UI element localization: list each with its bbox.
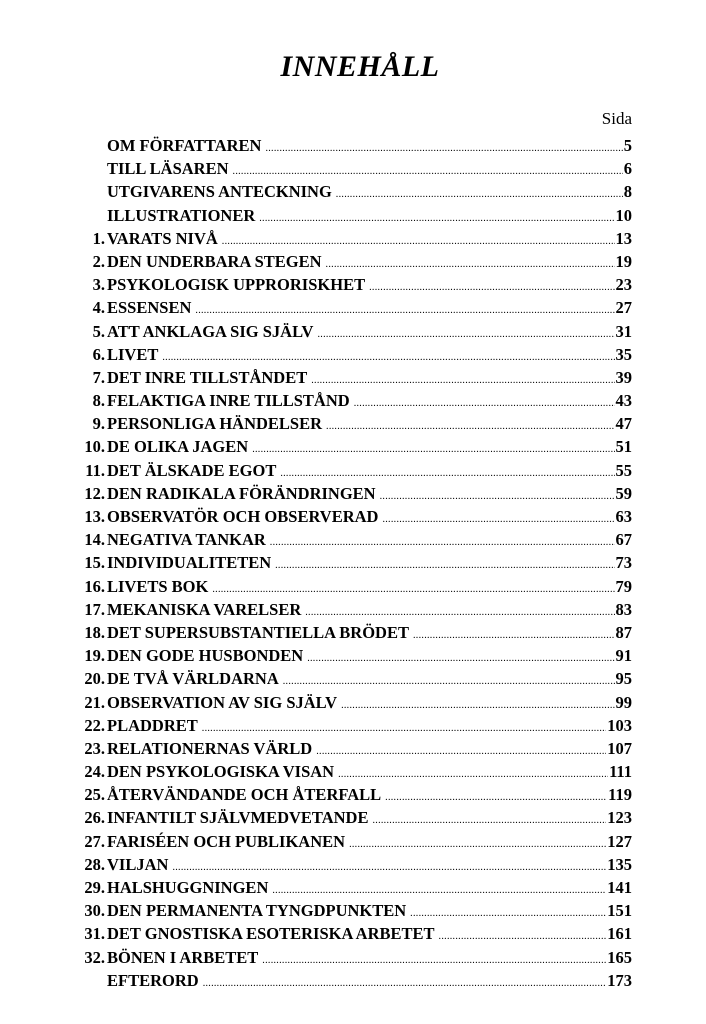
toc-entry — [72, 737, 632, 760]
entry-number: 27. — [84, 831, 105, 851]
entry-title: TILL LÄSAREN — [107, 159, 229, 179]
entry-number: 3. — [92, 275, 105, 295]
toc-entry — [72, 389, 632, 412]
entry-page-number: 73 — [615, 553, 632, 573]
entry-page-number: 10 — [615, 205, 632, 225]
toc-entry — [72, 528, 632, 551]
entry-page-number: 6 — [623, 159, 632, 179]
entry-page-number: 47 — [615, 414, 632, 434]
entry-number: 24. — [84, 762, 105, 782]
entry-number: 13. — [84, 507, 105, 526]
toc-entry — [72, 806, 632, 829]
toc-entry — [72, 760, 632, 783]
entry-number: 19. — [84, 646, 105, 666]
toc-entry — [72, 946, 632, 969]
entry-title: ÅTERVÄNDANDE OCH ÅTERFALL — [107, 785, 382, 805]
entry-title: RELATIONERNAS VÄRLD — [107, 738, 313, 758]
toc-entry — [72, 551, 632, 574]
toc-entry — [72, 157, 632, 180]
entry-title: NEGATIVA TANKAR — [107, 530, 266, 550]
toc-entry — [72, 575, 632, 598]
page-title: INNEHÅLL — [280, 50, 440, 83]
entry-title: PERSONLIGA HÄNDELSER — [107, 414, 323, 434]
entry-title: EFTERORD — [107, 970, 199, 990]
entry-title: DEN GODE HUSBONDEN — [107, 646, 304, 666]
dot-leader — [349, 833, 606, 856]
dot-leader — [410, 902, 606, 925]
entry-title: INFANTILT SJÄLVMEDVETANDE — [107, 808, 369, 828]
toc-entry — [72, 667, 632, 690]
dot-leader — [413, 624, 615, 647]
entry-number: 18. — [84, 622, 105, 642]
toc-entry — [72, 343, 632, 366]
entry-number: 15. — [84, 553, 105, 573]
entry-number: 20. — [84, 669, 105, 689]
entry-page-number: 91 — [615, 646, 632, 666]
entry-number: 11. — [85, 460, 105, 480]
entry-number: 1. — [92, 228, 105, 248]
toc-entry — [72, 273, 632, 296]
toc-entry — [72, 876, 632, 899]
entry-page-number: 13 — [615, 228, 632, 248]
entry-page-number: 79 — [615, 576, 632, 596]
entry-title: DEN RADIKALA FÖRÄNDRINGEN — [107, 483, 376, 503]
entry-number: 23. — [84, 738, 105, 758]
entry-page-number: 43 — [615, 391, 632, 411]
toc-entry — [72, 969, 632, 992]
entry-title: UTGIVARENS ANTECKNING — [107, 182, 332, 202]
dot-leader — [316, 740, 606, 763]
toc-entry — [72, 134, 632, 157]
dot-leader — [317, 323, 614, 346]
dot-leader — [341, 694, 614, 717]
page-column-header: Sida — [601, 109, 632, 128]
entry-title: VILJAN — [107, 854, 169, 874]
entry-number: 16. — [84, 576, 105, 596]
entry-page-number: 119 — [608, 785, 632, 805]
entry-title: ESSENSEN — [107, 298, 192, 318]
entry-page-number: 99 — [615, 692, 632, 712]
entry-title: ILLUSTRATIONER — [107, 205, 256, 225]
entry-number: 31. — [84, 924, 105, 944]
entry-page-number: 67 — [615, 530, 632, 550]
entry-page-number: 141 — [607, 878, 632, 897]
entry-title: DEN UNDERBARA STEGEN — [107, 251, 322, 271]
entry-title: FELAKTIGA INRE TILLSTÅND — [107, 391, 350, 411]
entry-page-number: 135 — [607, 854, 632, 874]
entry-number: 14. — [84, 530, 105, 550]
entry-number: 8. — [92, 391, 105, 411]
entry-title: PSYKOLOGISK UPPRORISKHET — [107, 275, 366, 295]
toc-entry — [72, 830, 632, 853]
dot-leader — [311, 369, 614, 392]
toc-entry — [72, 899, 632, 922]
toc-entry — [72, 853, 632, 876]
entry-number: 4. — [92, 298, 105, 318]
dot-leader — [369, 276, 614, 299]
entry-page-number: 165 — [607, 947, 632, 967]
entry-page-number: 23 — [615, 275, 632, 295]
toc-entry — [72, 714, 632, 737]
entry-page-number: 173 — [607, 970, 632, 990]
toc-entry — [72, 505, 632, 528]
entry-number: 21. — [84, 692, 105, 712]
toc-entry — [72, 922, 632, 945]
entry-number: 30. — [84, 901, 105, 921]
entry-page-number: 63 — [615, 507, 632, 526]
entry-page-number: 27 — [615, 298, 632, 318]
entry-number: 26. — [84, 808, 105, 828]
toc-entry — [72, 598, 632, 621]
entry-title: PLADDRET — [107, 715, 198, 735]
entry-page-number: 83 — [615, 599, 632, 619]
entry-number: 29. — [84, 878, 105, 897]
toc-entry — [72, 691, 632, 714]
dot-leader — [203, 972, 607, 995]
entry-number: 7. — [92, 367, 105, 387]
toc-entry — [72, 227, 632, 250]
entry-page-number: 35 — [615, 344, 632, 364]
entry-page-number: 151 — [607, 901, 632, 921]
entry-title: DE TVÅ VÄRLDARNA — [107, 669, 279, 689]
entry-page-number: 5 — [623, 136, 632, 155]
toc-entry — [72, 435, 632, 458]
entry-title: ATT ANKLAGA SIG SJÄLV — [107, 321, 314, 341]
toc-entry — [72, 621, 632, 644]
entry-page-number: 161 — [607, 924, 632, 944]
entry-page-number: 111 — [609, 762, 632, 782]
entry-page-number: 123 — [607, 808, 632, 828]
dot-leader — [372, 809, 606, 832]
entry-page-number: 31 — [615, 321, 632, 341]
dot-leader — [354, 392, 615, 415]
entry-page-number: 8 — [623, 182, 632, 202]
toc-entry — [72, 204, 632, 227]
dot-leader — [380, 485, 615, 508]
entry-title: DEN PSYKOLOGISKA VISAN — [107, 762, 335, 782]
entry-title: DET GNOSTISKA ESOTERISKA ARBETET — [107, 924, 435, 944]
entry-title: DE OLIKA JAGEN — [107, 437, 249, 457]
entry-page-number: 103 — [607, 715, 632, 735]
entry-title: OBSERVATION AV SIG SJÄLV — [107, 692, 338, 712]
dot-leader — [382, 508, 614, 531]
entry-title: MEKANISKA VARELSER — [107, 599, 302, 619]
toc-entry — [72, 482, 632, 505]
dot-leader — [307, 647, 614, 670]
toc-entry — [72, 644, 632, 667]
entry-title: DET ÄLSKADE EGOT — [107, 460, 277, 480]
entry-page-number: 51 — [615, 437, 632, 457]
entry-number: 17. — [84, 599, 105, 619]
dot-leader — [259, 207, 614, 230]
entry-title: LIVET — [107, 344, 159, 364]
dot-leader — [336, 183, 623, 206]
entry-page-number: 59 — [615, 483, 632, 503]
entry-page-number: 95 — [615, 669, 632, 689]
toc-entry — [72, 459, 632, 482]
dot-leader — [262, 949, 606, 972]
entry-page-number: 87 — [615, 622, 632, 642]
dot-leader — [326, 415, 614, 438]
entry-number: 10. — [84, 437, 105, 457]
entry-title: DEN PERMANENTA TYNGDPUNKTEN — [107, 901, 407, 921]
entry-number: 12. — [84, 483, 105, 503]
entry-title: OBSERVATÖR OCH OBSERVERAD — [107, 507, 379, 526]
entry-title: LIVETS BOK — [107, 576, 209, 596]
dot-leader — [275, 554, 614, 577]
toc-entry — [72, 180, 632, 203]
entry-title: VARATS NIVÅ — [107, 228, 218, 248]
entry-number: 9. — [92, 414, 105, 434]
dot-leader — [270, 531, 615, 554]
entry-number: 32. — [84, 947, 105, 967]
entry-title: DET SUPERSUBSTANTIELLA BRÖDET — [107, 622, 409, 642]
toc-entry — [72, 412, 632, 435]
entry-page-number: 107 — [607, 738, 632, 758]
toc-entry — [72, 250, 632, 273]
toc-entry — [72, 296, 632, 319]
entry-number: 2. — [92, 251, 105, 271]
entry-number: 5. — [92, 321, 105, 341]
entry-title: DET INRE TILLSTÅNDET — [107, 367, 308, 387]
dot-leader — [265, 137, 622, 160]
entry-title: HALSHUGGNINGEN — [107, 878, 269, 897]
entry-page-number: 55 — [615, 460, 632, 480]
entry-number: 6. — [92, 344, 105, 364]
entry-number: 22. — [84, 715, 105, 735]
entry-number: 25. — [84, 785, 105, 805]
dot-leader — [385, 786, 607, 809]
entry-title: FARISÉEN OCH PUBLIKANEN — [107, 831, 346, 851]
dot-leader — [252, 438, 614, 461]
table-of-contents — [72, 134, 632, 992]
toc-entry — [72, 783, 632, 806]
dot-leader — [439, 925, 607, 948]
entry-title: INDIVIDUALITETEN — [107, 553, 272, 573]
entry-page-number: 127 — [607, 831, 632, 851]
entry-title: OM FÖRFATTAREN — [107, 136, 262, 155]
entry-title: BÖNEN I ARBETET — [107, 947, 259, 967]
entry-page-number: 19 — [615, 251, 632, 271]
toc-entry — [72, 366, 632, 389]
entry-number: 28. — [84, 854, 105, 874]
entry-page-number: 39 — [615, 367, 632, 387]
toc-entry — [72, 320, 632, 343]
